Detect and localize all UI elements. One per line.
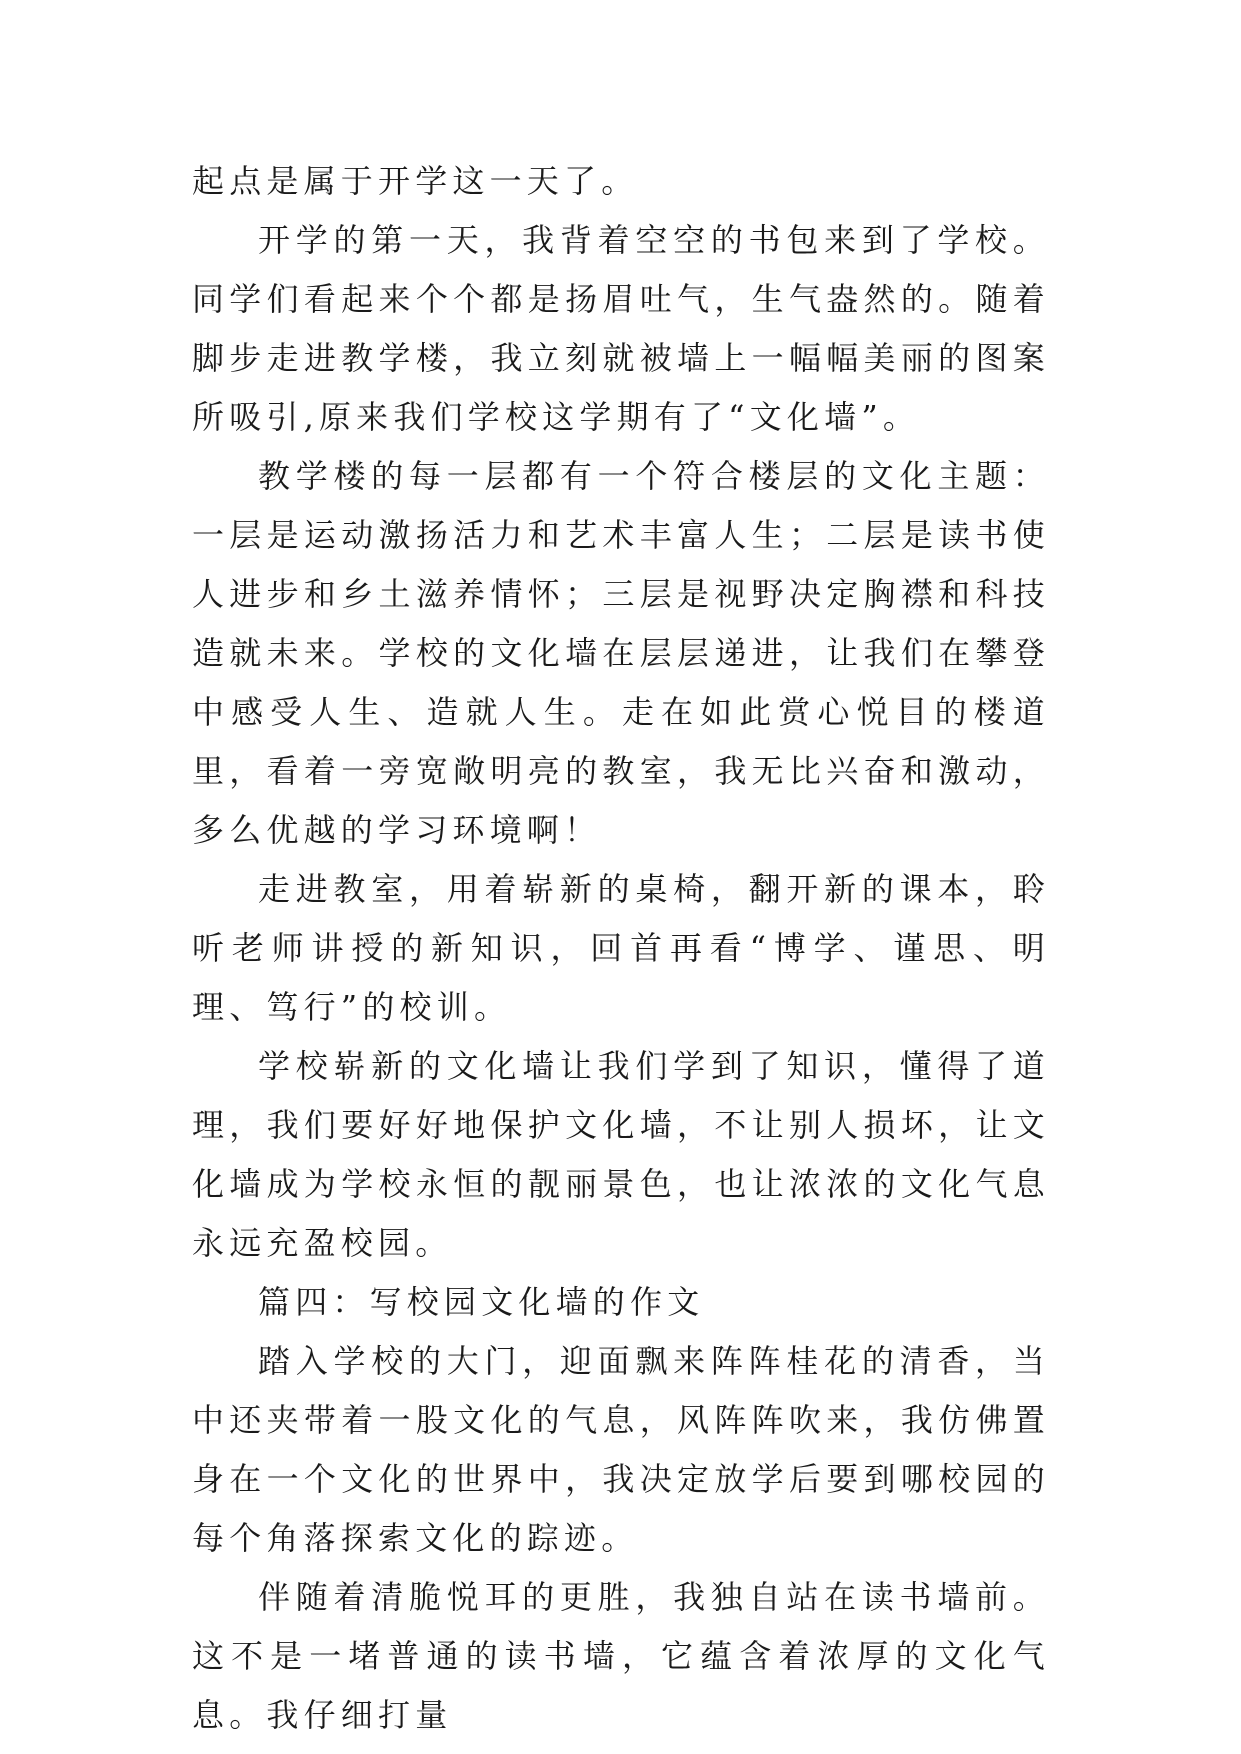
paragraph: 踏入学校的大门，迎面飘来阵阵桂花的清香，当中还夹带着一股文化的气息，风阵阵吹来，我仿佛置身在一个文化的世界中，我决定放学后要到哪校园的每个角落探索文化的踪迹。 bbox=[192, 1342, 1050, 1557]
paragraph: 开学的第一天，我背着空空的书包来到了学校。同学们看起来个个都是扬眉吐气，生气盎然的。随着脚步走进教学楼，我立刻就被墙上一幅幅美丽的图案所吸引,原来我们学校这学期有了“文化墙”。 bbox=[192, 221, 1050, 436]
document-body bbox=[192, 152, 1050, 1745]
paragraph: 伴随着清脆悦耳的更胜，我独自站在读书墙前。这不是一堵普通的读书墙，它蕴含着浓厚的文化气息。我仔细打量 bbox=[192, 1578, 1050, 1734]
paragraph: 教学楼的每一层都有一个符合楼层的文化主题：一层是运动激扬活力和艺术丰富人生；二层是读书使人进步和乡土滋养情怀；三层是视野决定胸襟和科技造就未来。学校的文化墙在层层递进，让我们在攀登中感受人生、造就人生。走在如此赏心悦目的楼道里，看着一旁宽敞明亮的教室，我无比兴奋和激动，多么优越的学习环境啊！ bbox=[192, 457, 1050, 849]
paragraph: 学校崭新的文化墙让我们学到了知识，懂得了道理，我们要好好地保护文化墙，不让别人损坏，让文化墙成为学校永恒的靓丽景色，也让浓浓的文化气息永远充盈校园。 bbox=[192, 1047, 1050, 1262]
paragraph-continuation: 起点是属于开学这一天了。 bbox=[192, 162, 639, 200]
paragraph: 走进教室，用着崭新的桌椅，翻开新的课本，聆听老师讲授的新知识，回首再看“博学、谨思、明理、笃行”的校训。 bbox=[192, 870, 1050, 1026]
section-heading: 篇四：写校园文化墙的作文 bbox=[258, 1283, 705, 1321]
